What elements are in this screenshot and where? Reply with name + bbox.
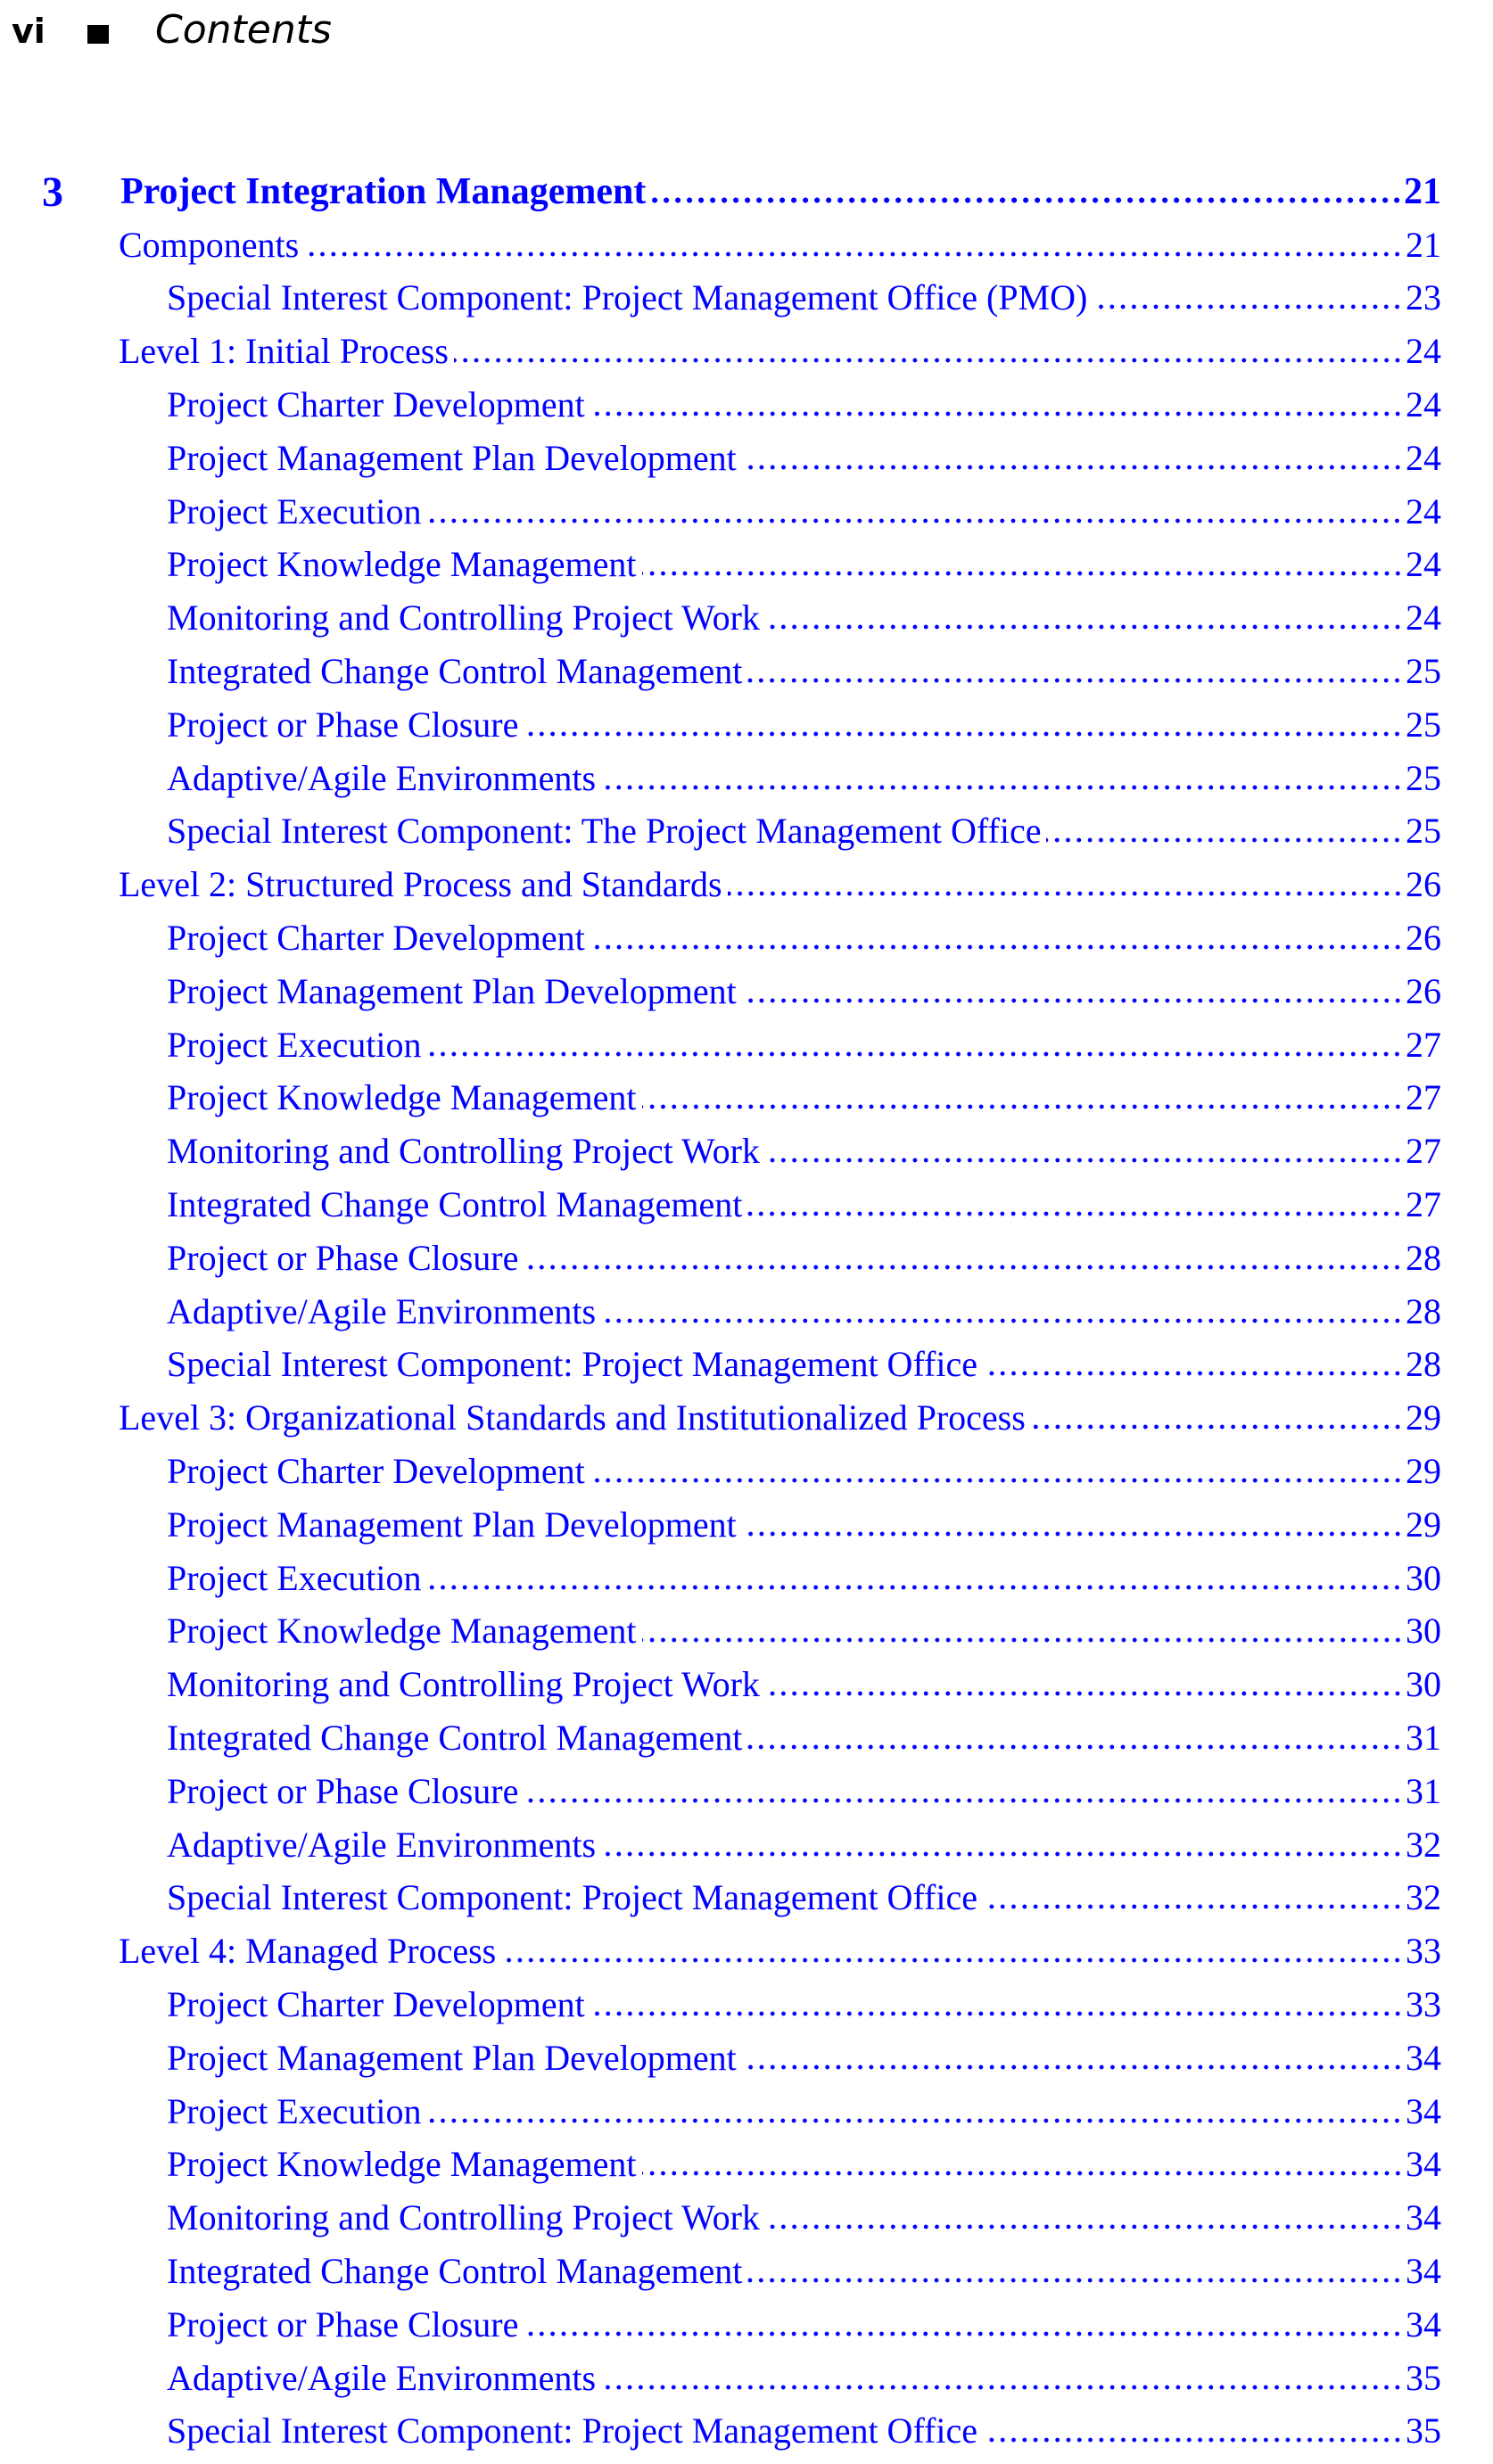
toc-entry-link[interactable] [0, 218, 1441, 272]
running-head [0, 0, 1493, 62]
toc-entry-page: 35 [1406, 2410, 1441, 2452]
toc-entry-page: 28 [1406, 1290, 1441, 1331]
toc-entry-link[interactable] [0, 804, 1441, 858]
toc-entry-title: Project Knowledge Management [167, 2144, 637, 2185]
toc-entry-title: Project or Phase Closure [167, 704, 519, 745]
toc-entry-title: Project or Phase Closure [167, 1770, 519, 1811]
toc-chapter-page: 21 [1404, 171, 1441, 212]
toc-entry-link[interactable] [0, 1978, 1441, 2031]
toc-entry-title: Project Execution [167, 1557, 422, 1598]
toc-entry-page: 34 [1406, 2090, 1441, 2131]
dot-leader [590, 944, 1403, 950]
toc-entry-link[interactable] [0, 591, 1441, 645]
toc-entry-link[interactable] [0, 2085, 1441, 2138]
toc-entry-page: 35 [1406, 2357, 1441, 2398]
toc-entry-link[interactable] [0, 1871, 1441, 1924]
dot-leader [426, 518, 1403, 523]
toc-entry-title: Project Knowledge Management [167, 544, 637, 585]
toc-entry-title: Project Knowledge Management [167, 1611, 637, 1652]
toc-entry-title: Project or Phase Closure [167, 1237, 519, 1278]
dot-leader [983, 2437, 1403, 2443]
toc-entry-link[interactable] [0, 2245, 1441, 2298]
toc-entry-page: 31 [1406, 1717, 1441, 1758]
toc-entry-page: 26 [1406, 970, 1441, 1011]
dot-leader [590, 2011, 1403, 2016]
dot-leader [426, 1585, 1403, 1590]
toc-entry-link[interactable] [0, 645, 1441, 698]
toc-entry-title: Project or Phase Closure [167, 2303, 519, 2345]
toc-entry-page: 30 [1406, 1664, 1441, 1705]
dot-leader [524, 731, 1403, 737]
chapter-number: 3 [42, 169, 63, 216]
toc-entry-page: 33 [1406, 1983, 1441, 2024]
toc-entry-title: Project Management Plan Development [167, 2037, 737, 2078]
toc-entry-link[interactable] [0, 1391, 1441, 1445]
toc-entry-link[interactable] [0, 2031, 1441, 2085]
toc-entry-title: Project Management Plan Development [167, 437, 737, 478]
dot-leader [742, 465, 1403, 470]
toc-entry-title: Integrated Change Control Management [167, 2250, 743, 2291]
toc-entry-link[interactable] [0, 432, 1441, 485]
toc-entry-title: Special Interest Component: Project Management Office [167, 1344, 977, 1385]
toc-entry-page: 24 [1406, 437, 1441, 478]
toc-entry-link[interactable] [0, 911, 1441, 965]
toc-entry-page: 33 [1406, 1931, 1441, 1972]
dot-leader [601, 785, 1403, 790]
toc-entry-title: Level 3: Organizational Standards and Institutionalized Process [119, 1397, 1026, 1438]
dot-leader [742, 998, 1403, 1003]
running-head-title: Contents [155, 7, 332, 53]
toc-entry-page: 25 [1406, 811, 1441, 852]
toc-entry-page: 34 [1406, 2037, 1441, 2078]
toc-entry-link[interactable] [0, 485, 1441, 539]
toc-entry-title: Integrated Change Control Management [167, 650, 743, 691]
toc-entry-link[interactable] [0, 1232, 1441, 1285]
toc-entry-page: 27 [1406, 1024, 1441, 1065]
toc-entry-page: 24 [1406, 331, 1441, 372]
toc-entry-page: 24 [1406, 544, 1441, 585]
toc-entry-link[interactable] [0, 1924, 1441, 1978]
toc-entry-title: Level 2: Structured Process and Standards [119, 864, 722, 905]
toc-entry-page: 32 [1406, 1877, 1441, 1918]
toc-entry-page: 28 [1406, 1344, 1441, 1385]
toc-entry-title: Project Management Plan Development [167, 1504, 737, 1545]
dot-leader [524, 1265, 1403, 1270]
toc-entry-link[interactable] [0, 752, 1441, 805]
toc-entry-title: Special Interest Component: Project Management Office [167, 1877, 977, 1918]
toc-entry-page: 34 [1406, 2250, 1441, 2291]
toc-entry-title: Adaptive/Agile Environments [167, 1290, 597, 1331]
toc-entry-link[interactable] [0, 1498, 1441, 1552]
dot-leader [642, 1637, 1403, 1643]
toc-entry-page: 25 [1406, 704, 1441, 745]
toc-entry-title: Monitoring and Controlling Project Work [167, 2197, 760, 2238]
dot-leader [747, 2278, 1403, 2283]
toc-entry-page: 29 [1406, 1397, 1441, 1438]
toc-entry-title: Integrated Change Control Management [167, 1717, 743, 1758]
dot-leader [765, 1158, 1403, 1163]
dot-leader [742, 2064, 1403, 2070]
toc-entry-title: Components [119, 224, 300, 265]
toc-entry-title: Project Charter Development [167, 1983, 585, 2024]
toc-entry-link[interactable] [0, 2191, 1441, 2245]
toc-entry-link[interactable] [0, 1071, 1441, 1125]
toc-entry-page: 31 [1406, 1770, 1441, 1811]
dot-leader [1046, 837, 1403, 843]
dot-leader [524, 2331, 1403, 2336]
toc-entry-title: Special Interest Component: Project Management Office [167, 2410, 977, 2452]
toc-entry-page: 21 [1406, 224, 1441, 265]
dot-leader [642, 2171, 1403, 2176]
toc-entry-title: Project Management Plan Development [167, 970, 737, 1011]
dot-leader [524, 1798, 1403, 1803]
dot-leader [747, 678, 1403, 683]
dot-leader [590, 411, 1403, 416]
toc-entry-title: Level 4: Managed Process [119, 1931, 497, 1972]
dot-leader [983, 1904, 1403, 1909]
toc-entry-title: Adaptive/Agile Environments [167, 2357, 597, 2398]
toc-entry-title: Project Execution [167, 2090, 422, 2131]
dot-leader [1031, 1424, 1403, 1430]
toc-entry-link[interactable] [0, 271, 1441, 325]
toc-entry-link[interactable] [0, 2352, 1441, 2405]
dot-leader [1093, 304, 1403, 309]
toc-entry-title: Special Interest Component: Project Management Office (PMO) [167, 277, 1088, 318]
dot-leader [765, 2224, 1403, 2229]
dot-leader [426, 2118, 1403, 2123]
toc-entry-title: Adaptive/Agile Environments [167, 757, 597, 798]
toc-entry-link[interactable] [0, 1125, 1441, 1178]
toc-entry-page: 23 [1406, 277, 1441, 318]
toc-entry-link[interactable] [0, 1604, 1441, 1658]
toc-entry-title: Project Knowledge Management [167, 1077, 637, 1118]
page-folio: vi [12, 12, 45, 51]
toc-entry-page: 24 [1406, 383, 1441, 424]
toc-entry-title: Project Charter Development [167, 1450, 585, 1491]
dot-leader [642, 1104, 1403, 1109]
dot-leader [728, 891, 1403, 896]
toc-entry-page: 34 [1406, 2197, 1441, 2238]
toc-entry-page: 25 [1406, 650, 1441, 691]
toc-entry-page: 27 [1406, 1183, 1441, 1224]
toc-entry-page: 30 [1406, 1557, 1441, 1598]
toc-entry-link[interactable] [0, 1658, 1441, 1711]
toc-entry-link[interactable] [0, 1338, 1441, 1391]
toc-entry-page: 28 [1406, 1237, 1441, 1278]
toc-entry-title: Monitoring and Controlling Project Work [167, 597, 760, 639]
toc-entry-title: Project Execution [167, 490, 422, 532]
black-square-icon [87, 25, 109, 44]
toc-entry-title: Project Charter Development [167, 917, 585, 958]
toc-entry-page: 32 [1406, 1824, 1441, 1865]
dot-leader [983, 1371, 1403, 1376]
toc-entry-link[interactable] [0, 1818, 1441, 1872]
dot-leader [304, 251, 1403, 257]
dot-leader [426, 1051, 1403, 1057]
dot-leader [454, 358, 1403, 363]
dot-leader [601, 1851, 1403, 1857]
toc-entry-title: Adaptive/Agile Environments [167, 1824, 597, 1865]
dot-leader [651, 197, 1403, 203]
toc-entry-page: 26 [1406, 917, 1441, 958]
toc-entry-link[interactable] [0, 1018, 1441, 1072]
toc-entry-page: 30 [1406, 1611, 1441, 1652]
toc-entry-page: 25 [1406, 757, 1441, 798]
toc-entry-link[interactable] [0, 1445, 1441, 1498]
toc-entry-title: Project Execution [167, 1024, 422, 1065]
toc-entry-page: 29 [1406, 1450, 1441, 1491]
toc-entry-link[interactable] [0, 538, 1441, 591]
dot-leader [590, 1478, 1403, 1483]
dot-leader [747, 1744, 1403, 1750]
toc-entry-page: 29 [1406, 1504, 1441, 1545]
toc-chapter-link[interactable] [0, 166, 1441, 219]
toc-entry-page: 26 [1406, 864, 1441, 905]
dot-leader [601, 2385, 1403, 2390]
toc-entry-title: Level 1: Initial Process [119, 331, 449, 372]
dot-leader [601, 1318, 1403, 1323]
toc-entry-title: Monitoring and Controlling Project Work [167, 1131, 760, 1172]
toc-entry-page: 34 [1406, 2303, 1441, 2345]
toc-entry-title: Special Interest Component: The Project Management Office [167, 811, 1042, 852]
toc-entry-link[interactable] [0, 1552, 1441, 1605]
toc-entry-title: Monitoring and Controlling Project Work [167, 1664, 760, 1705]
toc-entry-link[interactable] [0, 1285, 1441, 1339]
toc-entry-page: 24 [1406, 490, 1441, 532]
toc-chapter-title: Project Integration Management [120, 171, 647, 212]
toc-entry-link[interactable] [0, 2298, 1441, 2352]
toc-entry-link[interactable] [0, 2138, 1441, 2191]
toc-entry-link[interactable] [0, 1711, 1441, 1765]
dot-leader [501, 1957, 1403, 1963]
dot-leader [642, 571, 1403, 576]
toc-entry-page: 24 [1406, 597, 1441, 639]
toc-entry-link[interactable] [0, 858, 1441, 911]
toc-entry-link[interactable] [0, 698, 1441, 752]
dot-leader [742, 1531, 1403, 1537]
dot-leader [765, 624, 1403, 630]
toc-entry-title: Project Charter Development [167, 383, 585, 424]
toc-entry-page: 27 [1406, 1131, 1441, 1172]
toc-entry-link[interactable] [0, 1765, 1441, 1818]
toc-entry-title: Integrated Change Control Management [167, 1183, 743, 1224]
toc-entry-page: 27 [1406, 1077, 1441, 1118]
toc-entry-link[interactable] [0, 1178, 1441, 1232]
toc-entry-link[interactable] [0, 378, 1441, 432]
toc-entry-link[interactable] [0, 2404, 1441, 2458]
dot-leader [765, 1691, 1403, 1696]
toc-entry-link[interactable] [0, 965, 1441, 1018]
dot-leader [747, 1211, 1403, 1216]
toc-entry-link[interactable] [0, 325, 1441, 378]
toc-entry-page: 34 [1406, 2144, 1441, 2185]
